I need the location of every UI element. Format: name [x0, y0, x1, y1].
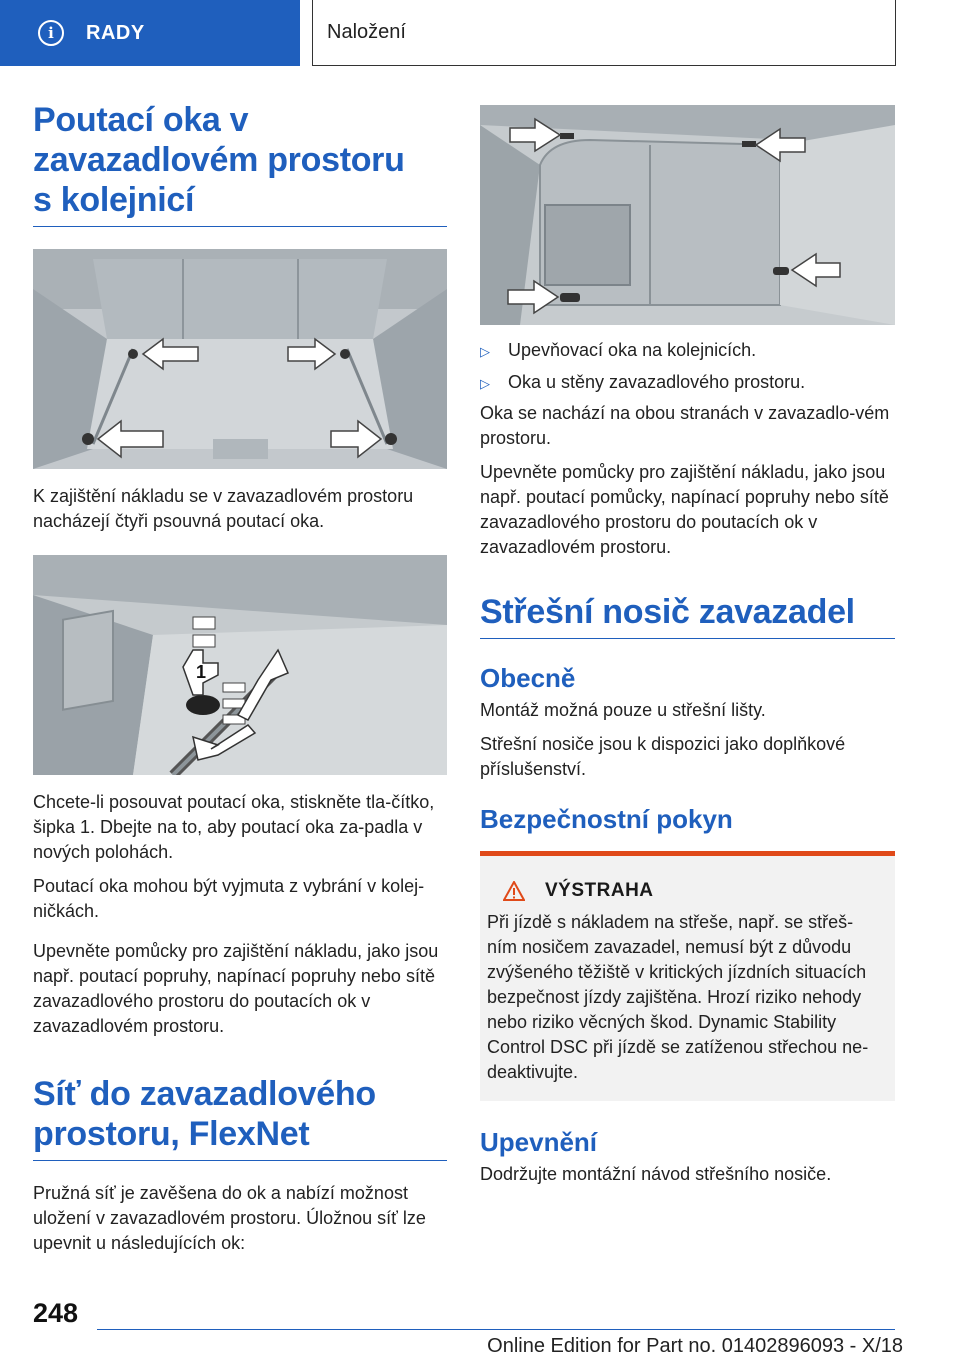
- header-tab-label: RADY: [86, 21, 145, 44]
- footer-rule: [97, 1329, 895, 1330]
- paragraph-instructions: Dodržujte montážní návod střešního nosiče.: [480, 1164, 832, 1184]
- page-number: 248: [33, 1298, 79, 1328]
- callout-number: 1: [196, 662, 207, 682]
- heading-lashing-eyes: Poutací oka v zavazadlovém prostoru s kolejnicí: [33, 101, 405, 219]
- heading-rule: [480, 638, 895, 639]
- paragraph-flexnet: Pružná síť je zavěšena do ok a nabízí možnost uložení v zavazadlovém prostoru. Úložnou síť lze upevnit u následujících ok:: [33, 1183, 426, 1253]
- warning-header: [503, 880, 883, 902]
- paragraph-mount: Montáž možná pouze u střešní lišty.: [480, 700, 766, 720]
- bullet-list: [480, 338, 895, 396]
- warning-triangle-icon: [503, 881, 525, 901]
- triangle-bullet-icon: ▷: [480, 344, 490, 359]
- subheading-safety: Bezpečnostní pokyn: [480, 804, 733, 834]
- subheading-fastening: Upevnění: [480, 1127, 598, 1157]
- list-item: ▷ Oka u stěny zavazadlového prostoru.: [480, 370, 895, 396]
- heading-flexnet: Síť do zavazadlového prostoru, FlexNet: [33, 1075, 376, 1153]
- info-icon: i: [38, 20, 64, 46]
- right-column: [480, 105, 895, 1187]
- heading-rule: [33, 1160, 447, 1161]
- photo-trunk-side-eyes: [480, 105, 895, 325]
- heading-rule: [33, 226, 447, 227]
- warning-text: Při jízdě s nákladem na střeše, např. se střeš-ním nosičem zavazadel, nemusí být z důvodu zvýšeného těžiště v kritických jízdních situacích bezpečnost jízdy zajištěna. Hrozí riziko nehody nebo riziko věcných škod. Dynamic Stability Control DSC při jízdě se zatíženou střechou ne-deaktivujte.: [487, 912, 869, 1082]
- subheading-general: Obecně: [480, 663, 576, 693]
- paragraph-accessories: Střešní nosiče jsou k dispozici jako doplňkové příslušenství.: [480, 734, 846, 779]
- triangle-bullet-icon: ▷: [480, 376, 490, 391]
- heading-roof-rack: Střešní nosič zavazadel: [480, 593, 855, 631]
- warning-label: VÝSTRAHA: [545, 880, 654, 901]
- list-item: ▷ Upevňovací oka na kolejnicích.: [480, 338, 895, 364]
- paragraph-fasten-aids: Upevněte pomůcky pro zajištění nákladu, jako jsou např. poutací pomůcky, napínací popruhy nebo sítě zavazadlového prostoru do poutacích ok v zavazadlovém prostoru.: [480, 462, 889, 557]
- paragraph-eyes-sides: Oka se nachází na obou stranách v zavazadlo-vém prostoru.: [480, 403, 890, 448]
- edition-note: Online Edition for Part no. 01402896093 - X/18: [487, 1335, 903, 1357]
- paragraph-remove-eyes: Poutací oka mohou být vyjmuta z vybrání v kolej-ničkách.: [33, 876, 425, 921]
- warning-box: [480, 851, 895, 1101]
- section-title: Naložení: [327, 21, 406, 43]
- photo-trunk-rails: [33, 249, 447, 469]
- header-section: [312, 0, 896, 66]
- left-column: [33, 100, 447, 1256]
- header-tab-rady[interactable]: [0, 0, 300, 66]
- paragraph-move-eyes: Chcete-li posouvat poutací oka, stiskněte tla-čítko, šipka 1. Dbejte na to, aby poutací oka za-padla v nových polohách.: [33, 792, 435, 862]
- paragraph-fasten-aids: Upevněte pomůcky pro zajištění nákladu, jako jsou např. poutací popruhy, napínací popruhy nebo sítě zavazadlového prostoru do poutacích ok v zavazadlovém prostoru.: [33, 941, 439, 1036]
- paragraph-lashing-info: K zajištění nákladu se v zavazadlovém prostoru nacházejí čtyři psouvná poutací oka.: [33, 486, 414, 531]
- photo-rail-button: [33, 555, 447, 775]
